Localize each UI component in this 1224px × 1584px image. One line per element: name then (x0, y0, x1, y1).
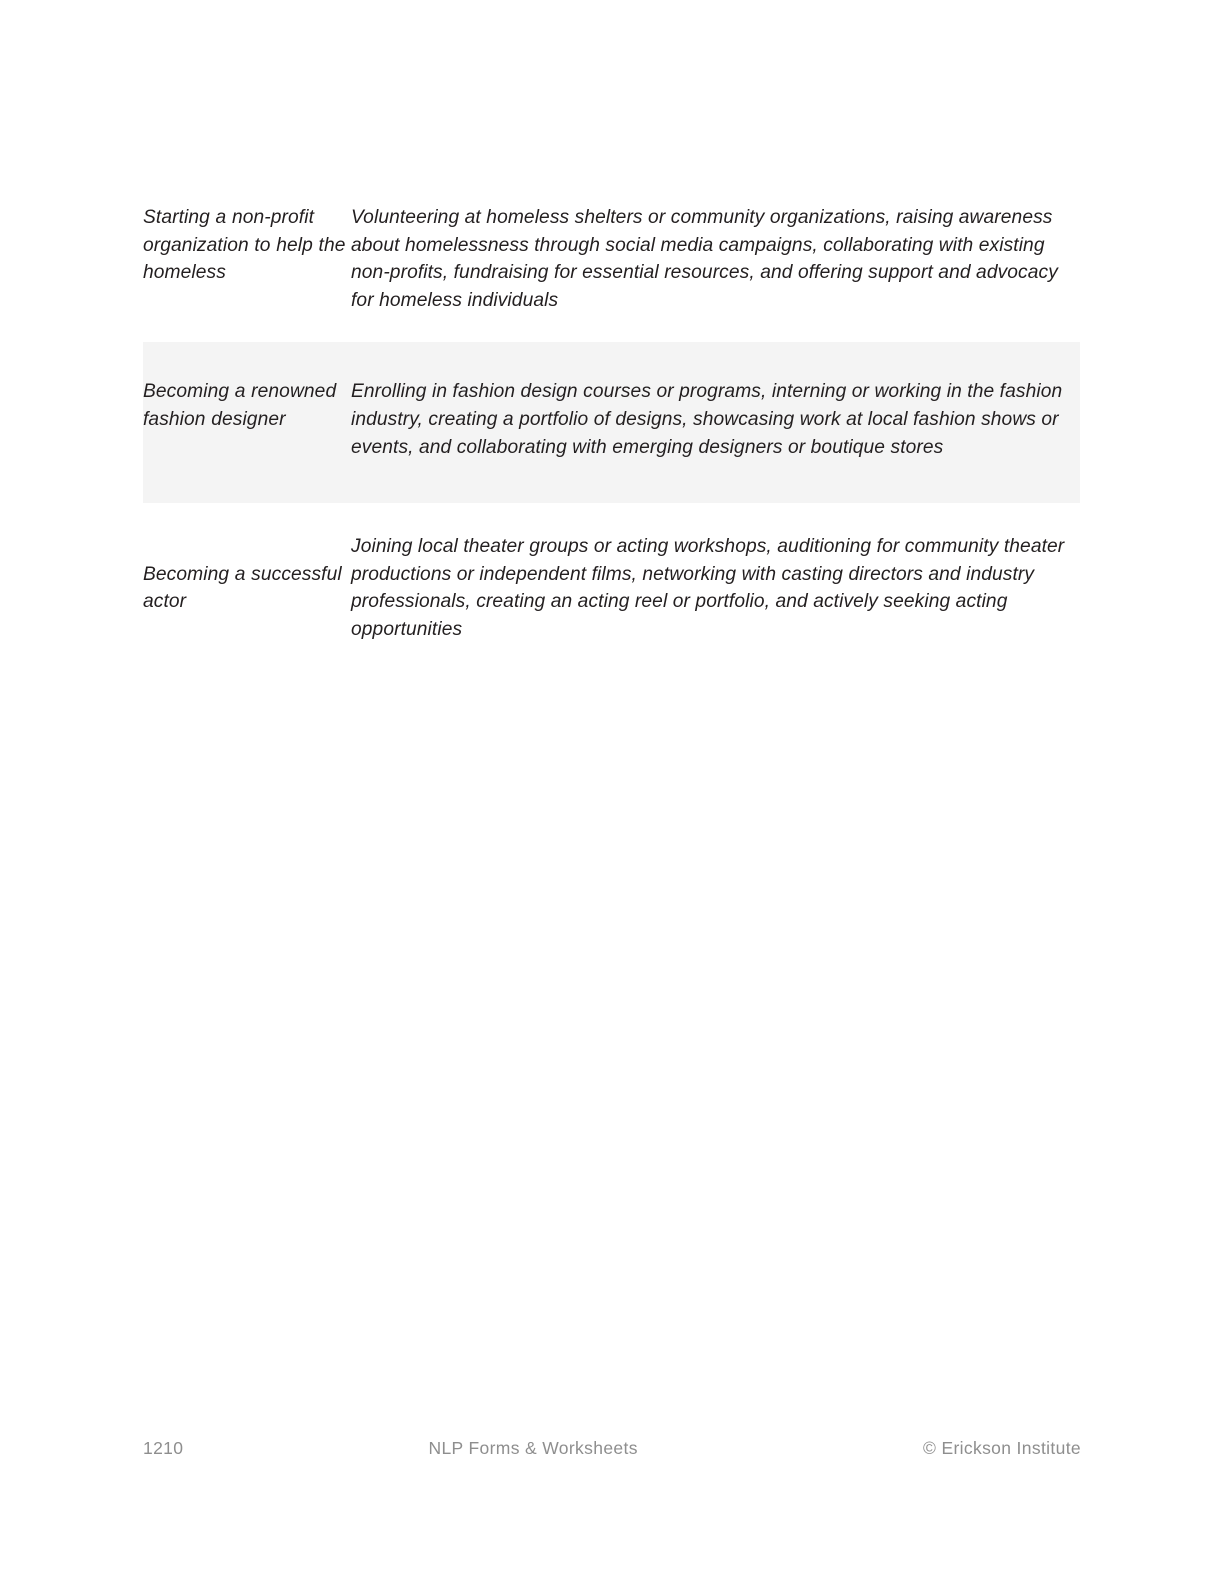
goal-text: Becoming a renowned fashion designer (143, 381, 337, 430)
action-steps-cell (351, 190, 1080, 342)
footer-title: NLP Forms & Worksheets (428, 1437, 638, 1458)
page-number: 1210 (143, 1437, 184, 1458)
action-steps-cell (351, 342, 1080, 503)
goal-cell (143, 342, 351, 503)
goal-text: Starting a non-profit organization to help the homeless (143, 207, 346, 284)
goal-text: Becoming a successful actor (143, 563, 342, 613)
action-steps-text: Joining local theater groups or acting workshops, auditioning for community theater productions or independent films, networking with casting directors and industry professionals, creating an acting reel or portfolio, and actively seeking acting opportunities (351, 536, 1065, 640)
action-steps-cell (351, 503, 1080, 663)
table-row (143, 342, 1080, 503)
page-footer (143, 1433, 1081, 1463)
goals-action-steps-table (143, 190, 1080, 664)
action-steps-text: Enrolling in fashion design courses or programs, interning or working in the fashion industry, creating a portfolio of designs, showcasing work at local fashion shows or events, and collaborating with emerging designers or boutique stores (351, 381, 1063, 458)
goal-cell (143, 503, 351, 663)
action-steps-text: Volunteering at homeless shelters or community organizations, raising awareness about homelessness through social media campaigns, collaborating with existing non-profits, fundraising for essential resources, and offering support and advocacy for homeless individuals (351, 207, 1058, 311)
table-row (143, 190, 1080, 342)
table-row (143, 503, 1080, 663)
goal-cell (143, 190, 351, 342)
footer-copyright: © Erickson Institute (922, 1437, 1081, 1458)
table-body (143, 190, 1080, 664)
